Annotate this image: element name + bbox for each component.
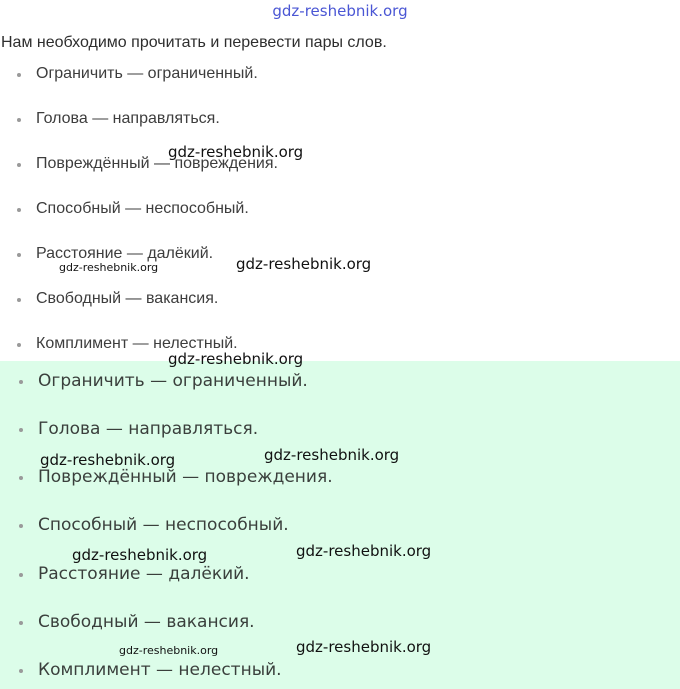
- bullet-icon: [17, 298, 21, 302]
- bullet-icon: [17, 73, 21, 77]
- bullet-icon: [19, 476, 23, 480]
- watermark: gdz-reshebnik.org: [236, 255, 372, 273]
- bullet-icon: [19, 573, 23, 577]
- bullet-icon: [19, 669, 23, 673]
- bullet-icon: [19, 524, 23, 528]
- bullet-icon: [19, 621, 23, 625]
- bullet-icon: [17, 343, 21, 347]
- header-watermark: gdz-reshebnik.org: [272, 2, 408, 20]
- bullet-icon: [17, 208, 21, 212]
- watermark: gdz-reshebnik.org: [264, 446, 400, 464]
- bullet-icon: [17, 163, 21, 167]
- watermark: gdz-reshebnik.org: [59, 261, 159, 274]
- watermark: gdz-reshebnik.org: [296, 638, 432, 656]
- bullet-icon: [17, 253, 21, 257]
- intro-text: Нам необходимо прочитать и перевести пары слов.: [1, 34, 387, 51]
- watermark: gdz-reshebnik.org: [296, 542, 432, 560]
- bullet-icon: [17, 118, 21, 122]
- bullet-icon: [19, 380, 23, 384]
- watermark: gdz-reshebnik.org: [40, 451, 176, 469]
- watermark: gdz-reshebnik.org: [168, 143, 304, 161]
- watermark: gdz-reshebnik.org: [72, 546, 208, 564]
- watermark: gdz-reshebnik.org: [168, 350, 304, 368]
- bullet-icon: [19, 428, 23, 432]
- watermark: gdz-reshebnik.org: [119, 644, 219, 657]
